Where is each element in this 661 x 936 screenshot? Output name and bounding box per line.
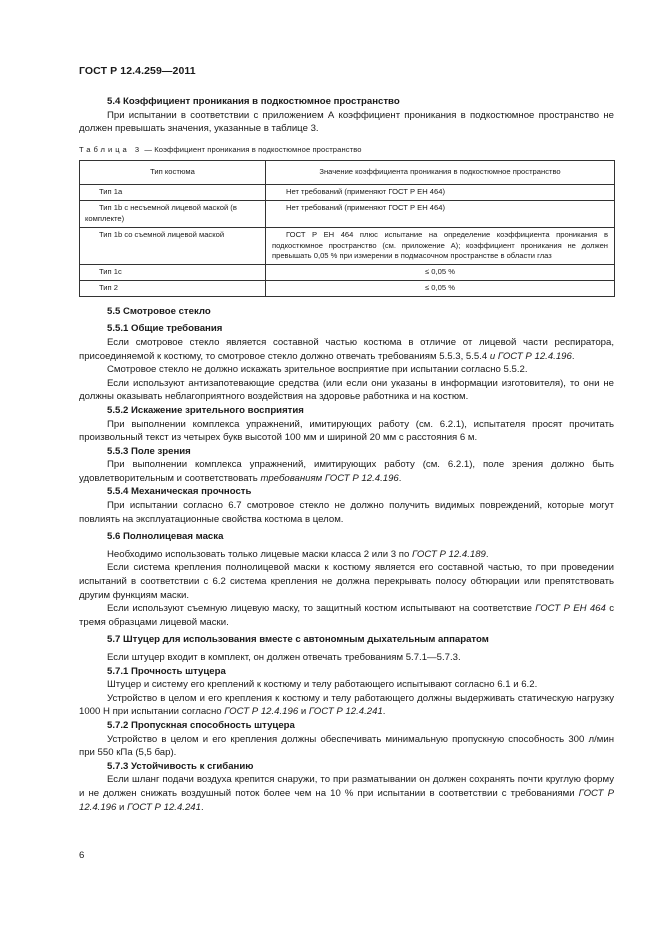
table-cell-type xyxy=(80,227,266,264)
section-5-7-3-paragraph xyxy=(79,773,614,814)
reference-text: ГОСТ Р 12.4.241 xyxy=(308,706,383,718)
section-5-5-1-heading: 5.5.1 Общие требования xyxy=(107,323,223,335)
section-5-4-heading: 5.4 Коэффициент проникания в подкостюмное пространство xyxy=(107,96,400,107)
reference-text: ГОСТ Р ЕН 464 xyxy=(535,603,606,615)
section-5-5-3-paragraph xyxy=(79,458,614,485)
table-row xyxy=(80,265,615,281)
table-cell-type xyxy=(80,265,266,281)
table-header-suit-type: Тип костюма xyxy=(80,161,266,185)
text-run: . xyxy=(571,350,575,362)
table-cell-type xyxy=(80,280,266,296)
cell-text: Тип 1b со съемной лицевой маской xyxy=(99,229,225,239)
section-5-7-heading: 5.7 Штуцер для использования вместе с автономным дыхательным аппаратом xyxy=(107,634,489,646)
section-5-7-1-paragraph-2 xyxy=(79,692,614,719)
section-5-7-3-heading: 5.7.3 Устойчивость к сгибанию xyxy=(107,760,254,772)
section-5-5-1-paragraph-2: Смотровое стекло не должно искажать зрительное восприятие при испытании согласно 5.5.2. xyxy=(107,364,528,376)
page-number: 6 xyxy=(79,850,85,861)
table-row xyxy=(80,227,615,264)
reference-text: ГОСТ Р 12.4.196 xyxy=(79,787,614,813)
reference-text: ГОСТ Р 12.4.196 xyxy=(224,706,299,718)
section-5-5-4-heading: 5.5.4 Механическая прочность xyxy=(107,486,252,498)
table-header-row xyxy=(80,161,615,185)
table-3-caption-text: — Коэффициент проникания в подкостюмное пространство xyxy=(142,144,362,154)
reference-text: и ГОСТ Р 12.4.196 xyxy=(489,350,572,362)
text-run: При выполнении комплекса упражнений, имитирующих работу (см. 6.2.1), поле зрения должно быть удовлетворительным и соответствовать xyxy=(79,459,614,484)
table-3-caption-label: Таблица 3 xyxy=(79,144,143,154)
text-run: . xyxy=(382,706,386,718)
section-5-7-1-paragraph-1: Штуцер и систему его креплений к костюму и телу работающего испытывают согласно 6.1 и 6.2. xyxy=(107,679,538,691)
table-cell-value xyxy=(266,227,615,264)
section-5-7-2-heading: 5.7.2 Пропускная способность штуцера xyxy=(107,719,295,731)
section-5-5-3-heading: 5.5.3 Поле зрения xyxy=(107,445,191,457)
reference-text: ГОСТ Р 12.4.241 xyxy=(127,801,201,813)
table-header-penetration-value: Значение коэффициента проникания в подкостюмное пространство xyxy=(266,161,615,185)
document-code-header: ГОСТ Р 12.4.259—2011 xyxy=(79,65,196,77)
cell-text: Тип 2 xyxy=(99,282,118,292)
section-5-5-2-paragraph: При выполнении комплекса упражнений, имитирующих работу (см. 6.2.1), испытателя просят прочитать произвольный текст из четырех букв высотой 100 мм и шириной 20 мм с расстояния 6 м. xyxy=(79,418,614,444)
section-5-4-paragraph: При испытании в соответствии с приложением А коэффициент проникания в подкостюмное пространство не должен превышать значения, указанные в таблице 3. xyxy=(79,109,614,135)
table-cell-type xyxy=(80,185,266,201)
text-run: Если шланг подачи воздуха крепится снаружи, то при разматывании он должен сохранять почти круглую форму и не должен снижать воздушный поток более чем на 10 % при испытании в соответствии с требованиями xyxy=(79,774,614,799)
cell-text: Нет требований (применяют ГОСТ Р ЕН 464) xyxy=(286,187,445,197)
section-5-7-1-heading: 5.7.1 Прочность штуцера xyxy=(107,665,226,677)
text-run: Если смотровое стекло является составной частью костюма в отличие от лицевой части респиратора, присоединяемой к костюму, то смотровое стекло должно отвечать требованиям 5.5.3, 5.5.4 xyxy=(79,336,614,362)
table-cell-value: ≤ 0,05 % xyxy=(266,280,615,296)
section-5-6-paragraph-1 xyxy=(79,548,614,562)
text-run: . xyxy=(398,472,402,484)
text-run: и xyxy=(298,706,309,718)
section-5-5-4-paragraph: При испытании согласно 6.7 смотровое стекло не должно получить видимых повреждений, которые могут повлиять на эксплуатационные свойства костюма в целом. xyxy=(79,500,614,525)
cell-text: Тип 1с xyxy=(99,267,122,277)
text-run: с тремя образцами лицевой маски. xyxy=(79,603,614,628)
section-5-7-paragraph: Если штуцер входит в комплект, он должен отвечать требованиям 5.7.1—5.7.3. xyxy=(107,652,461,663)
section-5-7-2-paragraph: Устройство в целом и его крепления должны обеспечивать минимальную пропускную способность 300 л/мин при 550 кПа (5,5 бар). xyxy=(79,733,614,759)
table-cell-value xyxy=(266,185,615,201)
table-3 xyxy=(79,160,615,296)
text-run: . xyxy=(200,801,204,813)
cell-text: ГОСТ Р ЕН 464 плюс испытание на определение коэффициента проникания в подкостюмное пространство (см. приложение А); коэффициент проникания не должен превышать 0,05 % при измерении в подмасочном пространстве в области глаз xyxy=(272,229,608,261)
table-cell-value: ≤ 0,05 % xyxy=(266,265,615,281)
section-5-5-1-paragraph-1 xyxy=(79,336,614,363)
reference-text: ГОСТ Р 12.4.189 xyxy=(411,548,486,560)
table-cell-type xyxy=(80,201,266,228)
cell-text: Нет требований (применяют ГОСТ Р ЕН 464) xyxy=(286,203,445,213)
text-run: Устройство в целом и его крепления к костюму и телу работающего должны выдерживать статическую нагрузку 1000 Н при испытании согласно xyxy=(79,692,614,718)
table-row xyxy=(80,280,615,296)
section-5-5-heading: 5.5 Смотровое стекло xyxy=(107,305,211,317)
section-5-5-2-heading: 5.5.2 Искажение зрительного восприятия xyxy=(107,404,304,416)
text-run: . xyxy=(485,548,489,560)
text-run: Необходимо использовать только лицевые маски класса 2 или 3 по xyxy=(107,548,412,560)
cell-text: Тип 1b с несъемной лицевой маской (в комплекте) xyxy=(85,203,237,223)
cell-text: Тип 1а xyxy=(99,187,123,197)
table-3-caption xyxy=(79,143,614,157)
table-row xyxy=(80,201,615,228)
table-row xyxy=(80,185,615,201)
section-5-6-paragraph-3 xyxy=(79,602,614,629)
text-run: и xyxy=(116,801,128,813)
section-5-6-heading: 5.6 Полнолицевая маска xyxy=(107,531,224,543)
text-run: Если используют съемную лицевую маску, то защитный костюм испытывают на соответствие xyxy=(107,603,536,615)
document-body xyxy=(79,95,614,814)
section-5-6-paragraph-2: Если система крепления полнолицевой маски к костюму является его составной частью, то при проведении испытаний в соответствии с 6.2 система крепления не должна перекрывать полосу обтюрации или препятствовать другим функциям маски. xyxy=(79,562,614,601)
section-5-5-1-paragraph-3: Если используют антизапотевающие средства (или если они указаны в информации изготовителя), то они не должны оказывать неблагоприятного воздействия на здоровье работника и на костюм. xyxy=(79,377,614,403)
reference-text: требованиям ГОСТ Р 12.4.196 xyxy=(260,472,399,484)
table-cell-value xyxy=(266,201,615,228)
